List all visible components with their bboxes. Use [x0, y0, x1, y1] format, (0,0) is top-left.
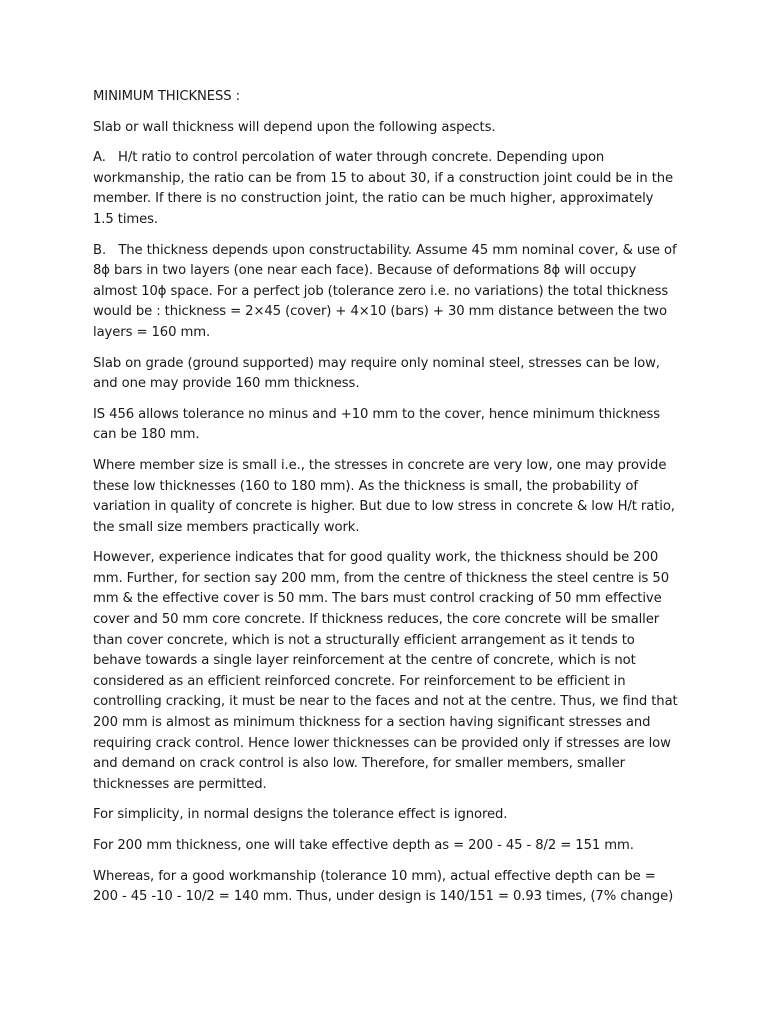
paragraph-slab-on-grade: Slab on grade (ground supported) may require only nominal steel, stresses can be low, and one may provide 160 mm thickness. [93, 355, 660, 392]
paragraph-point-a: A. H/t ratio to control percolation of water through concrete. Depending upon workmanship, the ratio can be from 15 to about 30, if a construction joint could be in the member. If there is no construction joint, the ratio can be much higher, approximately 1.5 times. [93, 150, 678, 227]
paragraph-experience: However, experience indicates that for good quality work, the thickness should be 200 mm. Further, for section say 200 mm, from the centre of thickness the steel centre is 50 mm & the effective cover is 50 mm. The bars must control cracking of 50 mm effective cover and 50 mm core concrete. If thickness reduces, the core concrete will be smaller than cover concrete, which is not a structurally efficient arrangement as it tends to behave towards a single layer reinforcement at the centre of concrete, which is not considered as an efficient reinforced concrete. For reinforcement to be efficient in controlling cracking, it must be near to the faces and not at the centre. Thus, we find that 200 mm is almost as minimum thickness for a section having significant stresses and requiring crack control. Hence lower thicknesses can be provided only if stresses are low and demand on crack control is also low. Therefore, for smaller members, smaller thicknesses are permitted. [93, 550, 678, 792]
paragraph-workmanship: Whereas, for a good workmanship (tolerance 10 mm), actual effective depth can be = 200 - 45 -10 - 10/2 = 140 mm. Thus, under design is 140/151 = 0.93 times, (7% change) [93, 868, 674, 905]
paragraph-effective-depth: For 200 mm thickness, one will take effective depth as = 200 - 45 - 8/2 = 151 mm. [93, 838, 634, 853]
paragraph-is456: IS 456 allows tolerance no minus and +10 mm to the cover, hence minimum thickness can be 180 mm. [93, 406, 661, 443]
paragraph-intro: Slab or wall thickness will depend upon the following aspects. [93, 119, 496, 135]
document-body [93, 87, 681, 918]
paragraph-simplicity: For simplicity, in normal designs the tolerance effect is ignored. [93, 807, 508, 823]
paragraph-point-b: B. The thickness depends upon constructability. Assume 45 mm nominal cover, & use of 8ϕ bars in two layers (one near each face). Because of deformations 8ϕ will occupy almost 10ϕ space. For a perfect job (tolerance zero i.e. no variations) the total thickness would be : thickness = 2×45 (cover) + 4×10 (bars) + 30 mm distance between the two layers = 160 mm. [93, 242, 681, 340]
section-heading: MINIMUM THICKNESS : [93, 89, 241, 104]
paragraph-small-members: Where member size is small i.e., the stresses in concrete are very low, one may provide these low thicknesses (160 to 180 mm). As the thickness is small, the probability of variation in quality of concrete is higher. But due to low stress in concrete & low H/t ratio, the small size members practically work. [93, 457, 675, 535]
